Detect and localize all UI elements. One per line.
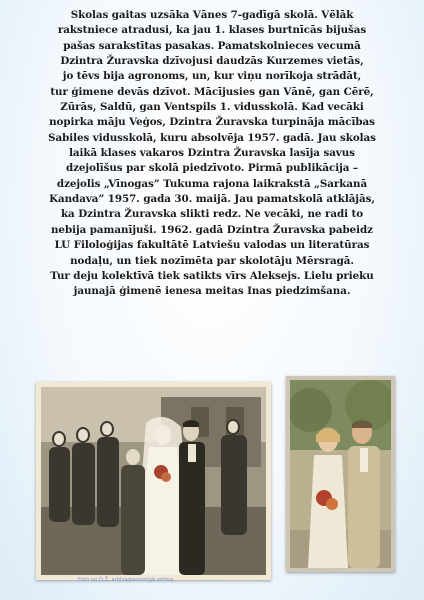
text-line: dzejolīšus par skolā piedzīvoto. Pirmā publikācija – [65,162,359,175]
text-line: Tur deju kolektīvā tiek satikts vīrs Aleksejs. Lielu prieku [50,269,374,282]
wedding-photo-image [41,387,266,575]
text-line: jo tēvs bija agronoms, un, kur viņu norīkoja strādāt, [62,70,362,83]
wedding-photo [36,382,271,580]
text-line: Sabiles vidusskolā, kuru absolvēja 1957. gadā. Jau skolas [48,131,376,144]
text-line: pašas sarakstītas pasakas. Pamatskolnieces vecumā [63,39,361,52]
text-line: Skolas gaitas uzsāka Vānes 7-gadīgā skolā. Vēlāk [70,9,354,21]
couple-photo-illustration [290,380,391,568]
couple-photo [286,376,395,572]
text-line: Zūrās, Saldū, gan Ventspils 1. vidusskolā. Kad vecāki [60,101,364,114]
text-line: ka Dzintra Žuravska slikti redz. Ne vecāki, ne radi to [60,208,364,221]
biography-text [4,8,420,300]
text-line: laikā klases vakaros Dzintra Žuravska lasīja savus [69,147,355,160]
text-line: Kandava” 1957. gada 30. maijā. Jau pamatskolā atklājās, [49,193,375,206]
text-line: LU Filoloģijas fakultātē Latviešu valodas un literatūras [54,239,370,252]
text-line: dzejolis „Vīnogas” Tukuma rajona laikrakstā „Sarkanā [56,177,368,190]
text-line: tur ģimene devās dzīvot. Mācījusies gan Vānē, gan Cērē, [50,85,374,98]
couple-photo-image [290,380,391,568]
text-line: rakstniece atradusi, ka jau 1. klases burtnīcās bijušas [57,24,367,37]
text-line: nopirka māju Veģos, Dzintra Žuravska turpināja mācības [49,116,375,129]
text-line: nodaļu, un tiek nozīmēta par skolotāju Mērsragā. [70,254,354,267]
text-line: Dzintra Žuravska dzīvojusi daudzās Kurzemes vietās, [60,55,364,68]
text-line: jaunajā ģimenē ienesa meitas Inas piedzimšana. [73,285,351,298]
text-line: nebija pamanījuši. 1962. gadā Dzintra Žuravska pabeidz [51,223,373,236]
wedding-photo-illustration [41,387,266,575]
photo-caption: Foto no D.Ž. arhīva/personīgā arhīva [78,577,173,583]
